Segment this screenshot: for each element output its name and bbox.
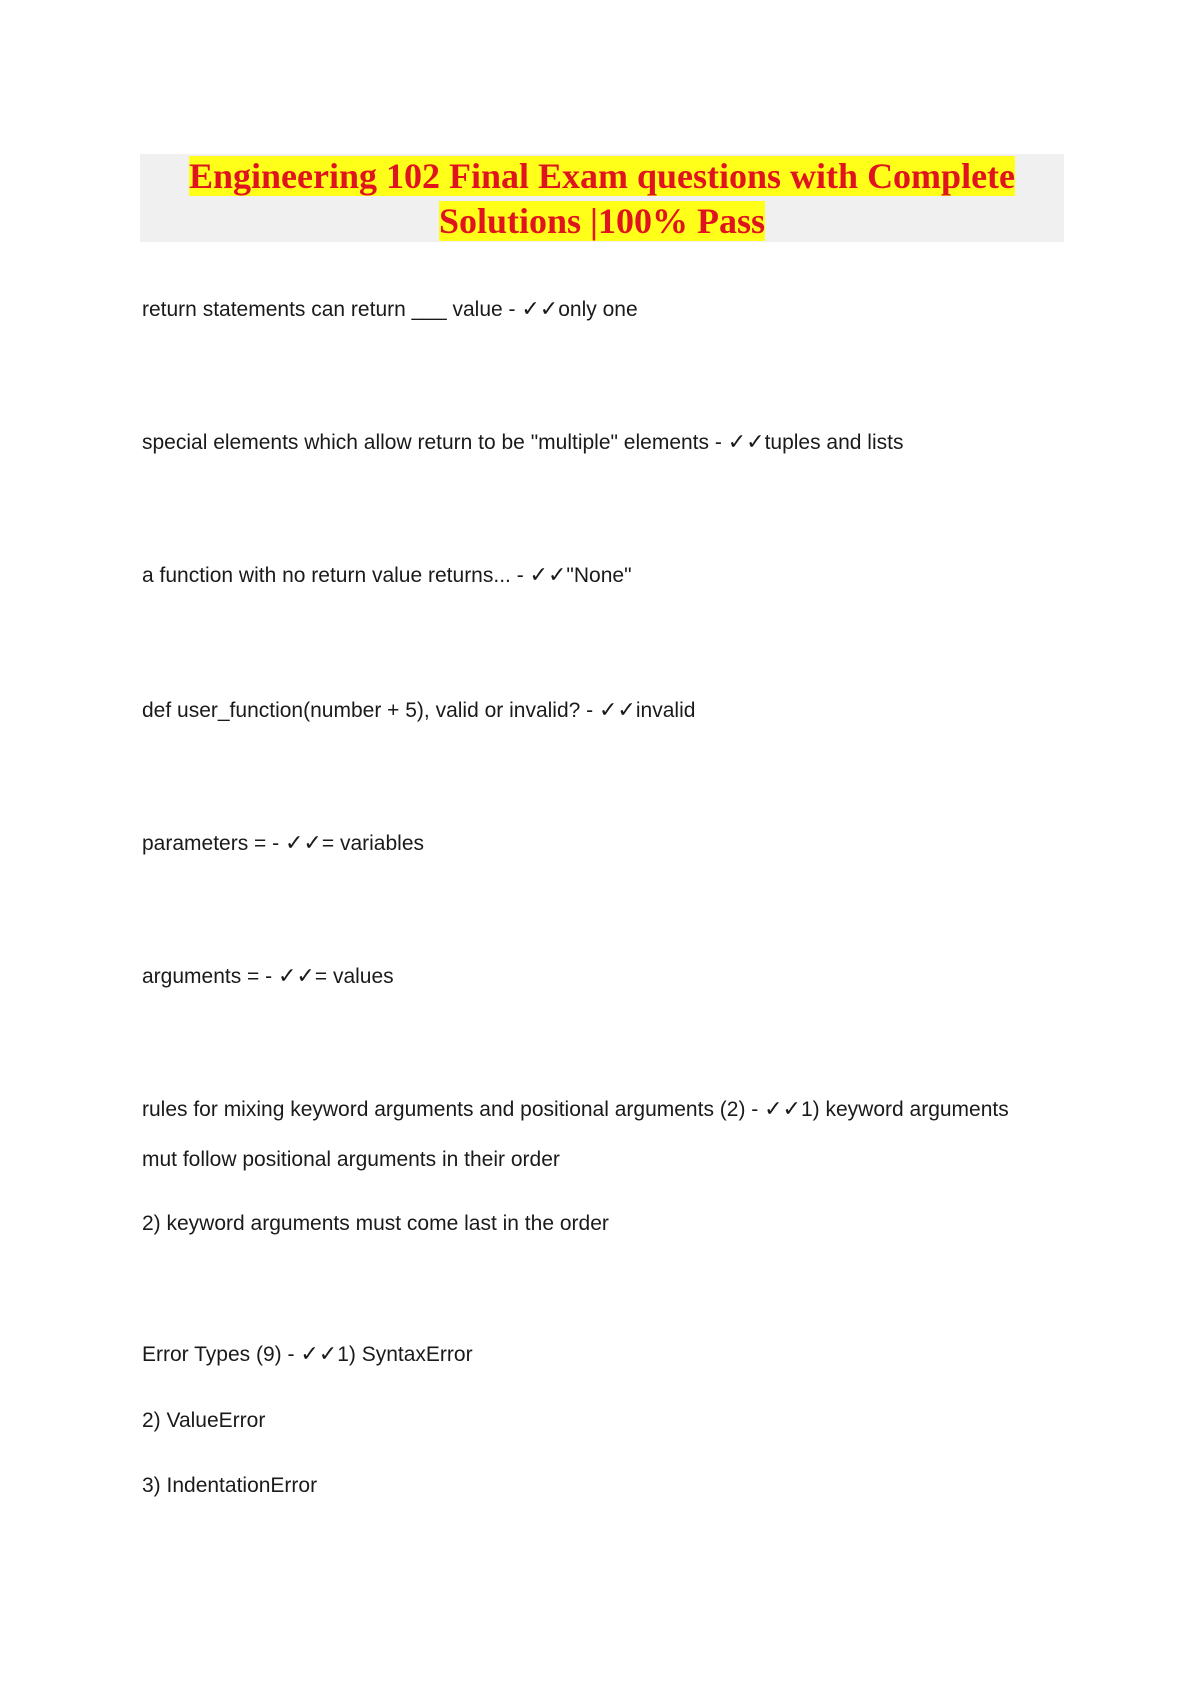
double-check-icon: ✓✓ <box>529 563 567 588</box>
qa-item-4 <box>142 697 1062 725</box>
question-text: def user_function(number + 5), valid or invalid? - <box>142 699 599 722</box>
double-check-icon: ✓✓ <box>599 698 636 723</box>
question-text: special elements which allow return to be "multiple" elements - <box>142 431 728 454</box>
question-text: return statements can return ___ value - <box>142 298 522 321</box>
answer-text: tuples and lists <box>764 431 904 454</box>
answer-text: invalid <box>635 699 696 722</box>
answer-text: only one <box>558 298 638 321</box>
qa-item-1 <box>142 296 1062 324</box>
qa-item-8-error-3: 3) IndentationError <box>142 1474 318 1497</box>
double-check-icon: ✓✓ <box>284 831 322 856</box>
double-check-icon: ✓✓ <box>764 1097 801 1122</box>
double-check-icon: ✓✓ <box>300 1342 338 1367</box>
qa-item-3 <box>142 562 1062 590</box>
double-check-icon: ✓✓ <box>727 430 765 455</box>
answer-text: = variables <box>321 832 424 855</box>
double-check-icon: ✓✓ <box>277 964 315 989</box>
question-text: rules for mixing keyword arguments and positional arguments (2) - <box>142 1098 765 1121</box>
title-line-2: Solutions |100% Pass <box>438 201 765 241</box>
qa-item-7-rule-2: 2) keyword arguments must come last in the order <box>142 1212 609 1235</box>
question-text: parameters = - <box>142 832 285 855</box>
answer-text: "None" <box>566 564 632 587</box>
qa-item-6 <box>142 963 1062 991</box>
title-line-1: Engineering 102 Final Exam questions with Complete <box>188 156 1016 196</box>
qa-item-7-continuation: mut follow positional arguments in their order <box>142 1148 560 1171</box>
question-text: arguments = - <box>142 965 278 988</box>
answer-text: 1) SyntaxError <box>337 1343 473 1366</box>
qa-item-2 <box>142 429 1062 457</box>
answer-text: = values <box>314 965 394 988</box>
double-check-icon: ✓✓ <box>521 297 559 322</box>
qa-item-8 <box>142 1341 1062 1369</box>
qa-item-8-error-2: 2) ValueError <box>142 1409 266 1432</box>
question-text: Error Types (9) - <box>142 1343 301 1366</box>
answer-text: 1) keyword arguments <box>800 1098 1009 1121</box>
page-title <box>140 154 1064 244</box>
qa-item-5 <box>142 830 1062 858</box>
question-text: a function with no return value returns... - <box>142 564 530 587</box>
qa-item-7 <box>142 1096 1062 1124</box>
